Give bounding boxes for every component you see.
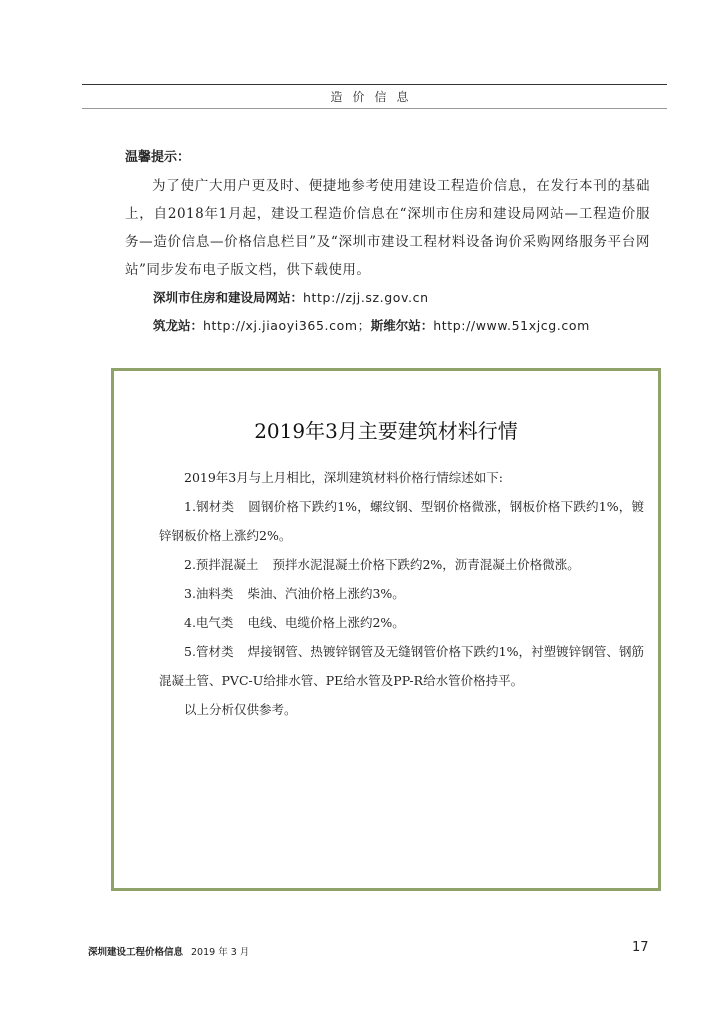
item-text: 柴油、汽油价格上涨约3%。 bbox=[247, 586, 405, 601]
header-rule bbox=[82, 84, 667, 85]
footer-publication bbox=[88, 944, 249, 958]
notice-section bbox=[125, 144, 650, 340]
item-name: 4.电气类 bbox=[184, 615, 234, 630]
mirror-link-line bbox=[125, 312, 650, 340]
publication-date: 2019 年 3 月 bbox=[191, 947, 250, 958]
market-report-box bbox=[111, 368, 661, 891]
item-name: 3.油料类 bbox=[184, 586, 234, 601]
item-name: 5.管材类 bbox=[184, 644, 234, 659]
notice-body: 为了使广大用户更及时、便捷地参考使用建设工程造价信息，在发行本刊的基础上，自2018年1月起，建设工程造价信息在“深圳市住房和建设局网站—工程造价服务—造价信息—价格信息栏目”及“深圳市建设工程材料设备询价采购网络服务平台网站”同步发布电子版文档，供下载使用。 bbox=[125, 178, 650, 278]
website-url[interactable]: http://zjj.sz.gov.cn bbox=[303, 290, 429, 305]
running-header: 造价信息 bbox=[330, 90, 419, 104]
zhulong-url[interactable]: http://xj.jiaoyi365.com； bbox=[203, 318, 371, 333]
report-item-steel bbox=[159, 492, 644, 550]
report-intro: 2019年3月与上月相比，深圳建筑材料价格行情综述如下: bbox=[184, 470, 503, 485]
report-item-electric bbox=[159, 608, 644, 637]
publication-name: 深圳建设工程价格信息 bbox=[88, 947, 184, 958]
report-title: 2019年3月主要建筑材料行情 bbox=[254, 419, 518, 443]
item-text: 焊接钢管、热镀锌钢管及无缝钢管价格下跌约1%，衬塑镀锌钢管、钢筋混凝土管、PVC-U给排水管、PE给水管及PP-R给水管价格持平。 bbox=[159, 644, 644, 688]
report-item-fuel bbox=[159, 579, 644, 608]
report-closing: 以上分析仅供参考。 bbox=[184, 702, 297, 717]
header-rule-bottom bbox=[82, 108, 667, 109]
report-item-pipe bbox=[159, 637, 644, 695]
report-body bbox=[159, 463, 644, 724]
item-name: 2.预拌混凝土 bbox=[184, 557, 259, 572]
website-label: 深圳市住房和建设局网站： bbox=[153, 290, 304, 305]
notice-title: 温馨提示： bbox=[125, 150, 191, 165]
zhulong-label: 筑龙站： bbox=[153, 318, 204, 333]
item-text: 电线、电缆价格上涨约2%。 bbox=[247, 615, 405, 630]
siweier-label: 斯维尔站： bbox=[370, 318, 434, 333]
report-item-concrete bbox=[159, 550, 644, 579]
item-text: 圆钢价格下跌约1%，螺纹钢、型钢价格微涨，钢板价格下跌约1%，镀锌钢板价格上涨约2%。 bbox=[159, 499, 644, 543]
item-name: 1.钢材类 bbox=[184, 499, 235, 514]
page-number: 17 bbox=[632, 940, 649, 955]
item-text: 预拌水泥混凝土价格下跌约2%，沥青混凝土价格微涨。 bbox=[272, 557, 580, 572]
siweier-url[interactable]: http://www.51xjcg.com bbox=[433, 318, 590, 333]
website-link-line bbox=[125, 284, 650, 312]
